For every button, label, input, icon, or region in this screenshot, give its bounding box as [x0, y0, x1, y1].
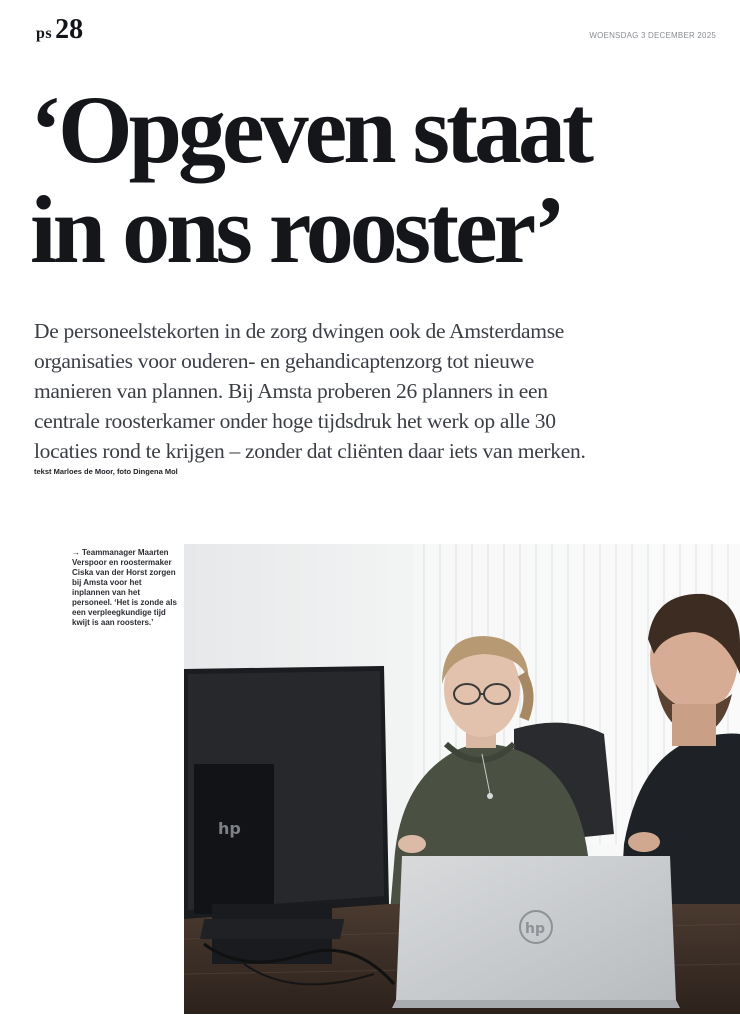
intro-line-1: De personeelstekorten in de zorg dwingen ook de Amsterdamse	[34, 319, 565, 343]
page-number: 28	[55, 14, 84, 45]
article-photo	[184, 544, 740, 1014]
intro-line-5: locaties rond te krijgen – zonder dat cliënten daar iets van merken.	[34, 439, 586, 463]
laptop-hp-logo: hp	[525, 921, 545, 937]
byline-credit: tekst Marloes de Moor, foto Dingena Mol	[34, 467, 178, 476]
page-header	[36, 14, 716, 48]
section-mark	[36, 14, 83, 46]
headline	[30, 76, 730, 283]
caption-text: Teammanager Maarten Verspoor en roostermaker Ciska van der Horst zorgen bij Amsta voor het inplannen van het personeel. ‘Het is zonde als een verpleegkundige tijd kwijt is aan roosters.’	[72, 548, 177, 627]
photo-illustration	[184, 544, 740, 1014]
issue-date: WOENSDAG 3 DECEMBER 2025	[589, 31, 716, 40]
intro-line-3: manieren van plannen. Bij Amsta proberen 26 planners in een	[34, 379, 548, 403]
intro-paragraph	[34, 316, 724, 466]
caption-arrow-icon: →	[72, 548, 80, 557]
laptop	[392, 856, 680, 1008]
headline-line-1: ‘Opgeven staat	[30, 76, 590, 183]
intro-line-2: organisaties voor ouderen- en gehandicaptenzorg tot nieuwe	[34, 349, 535, 373]
intro-line-4: centrale roosterkamer onder hoge tijdsdruk het werk op alle 30	[34, 409, 556, 433]
monitor-hp-logo: hp	[218, 819, 241, 838]
section-prefix: ps	[36, 25, 53, 42]
photo-caption	[72, 548, 180, 628]
headline-line-2: in ons rooster’	[30, 176, 562, 283]
